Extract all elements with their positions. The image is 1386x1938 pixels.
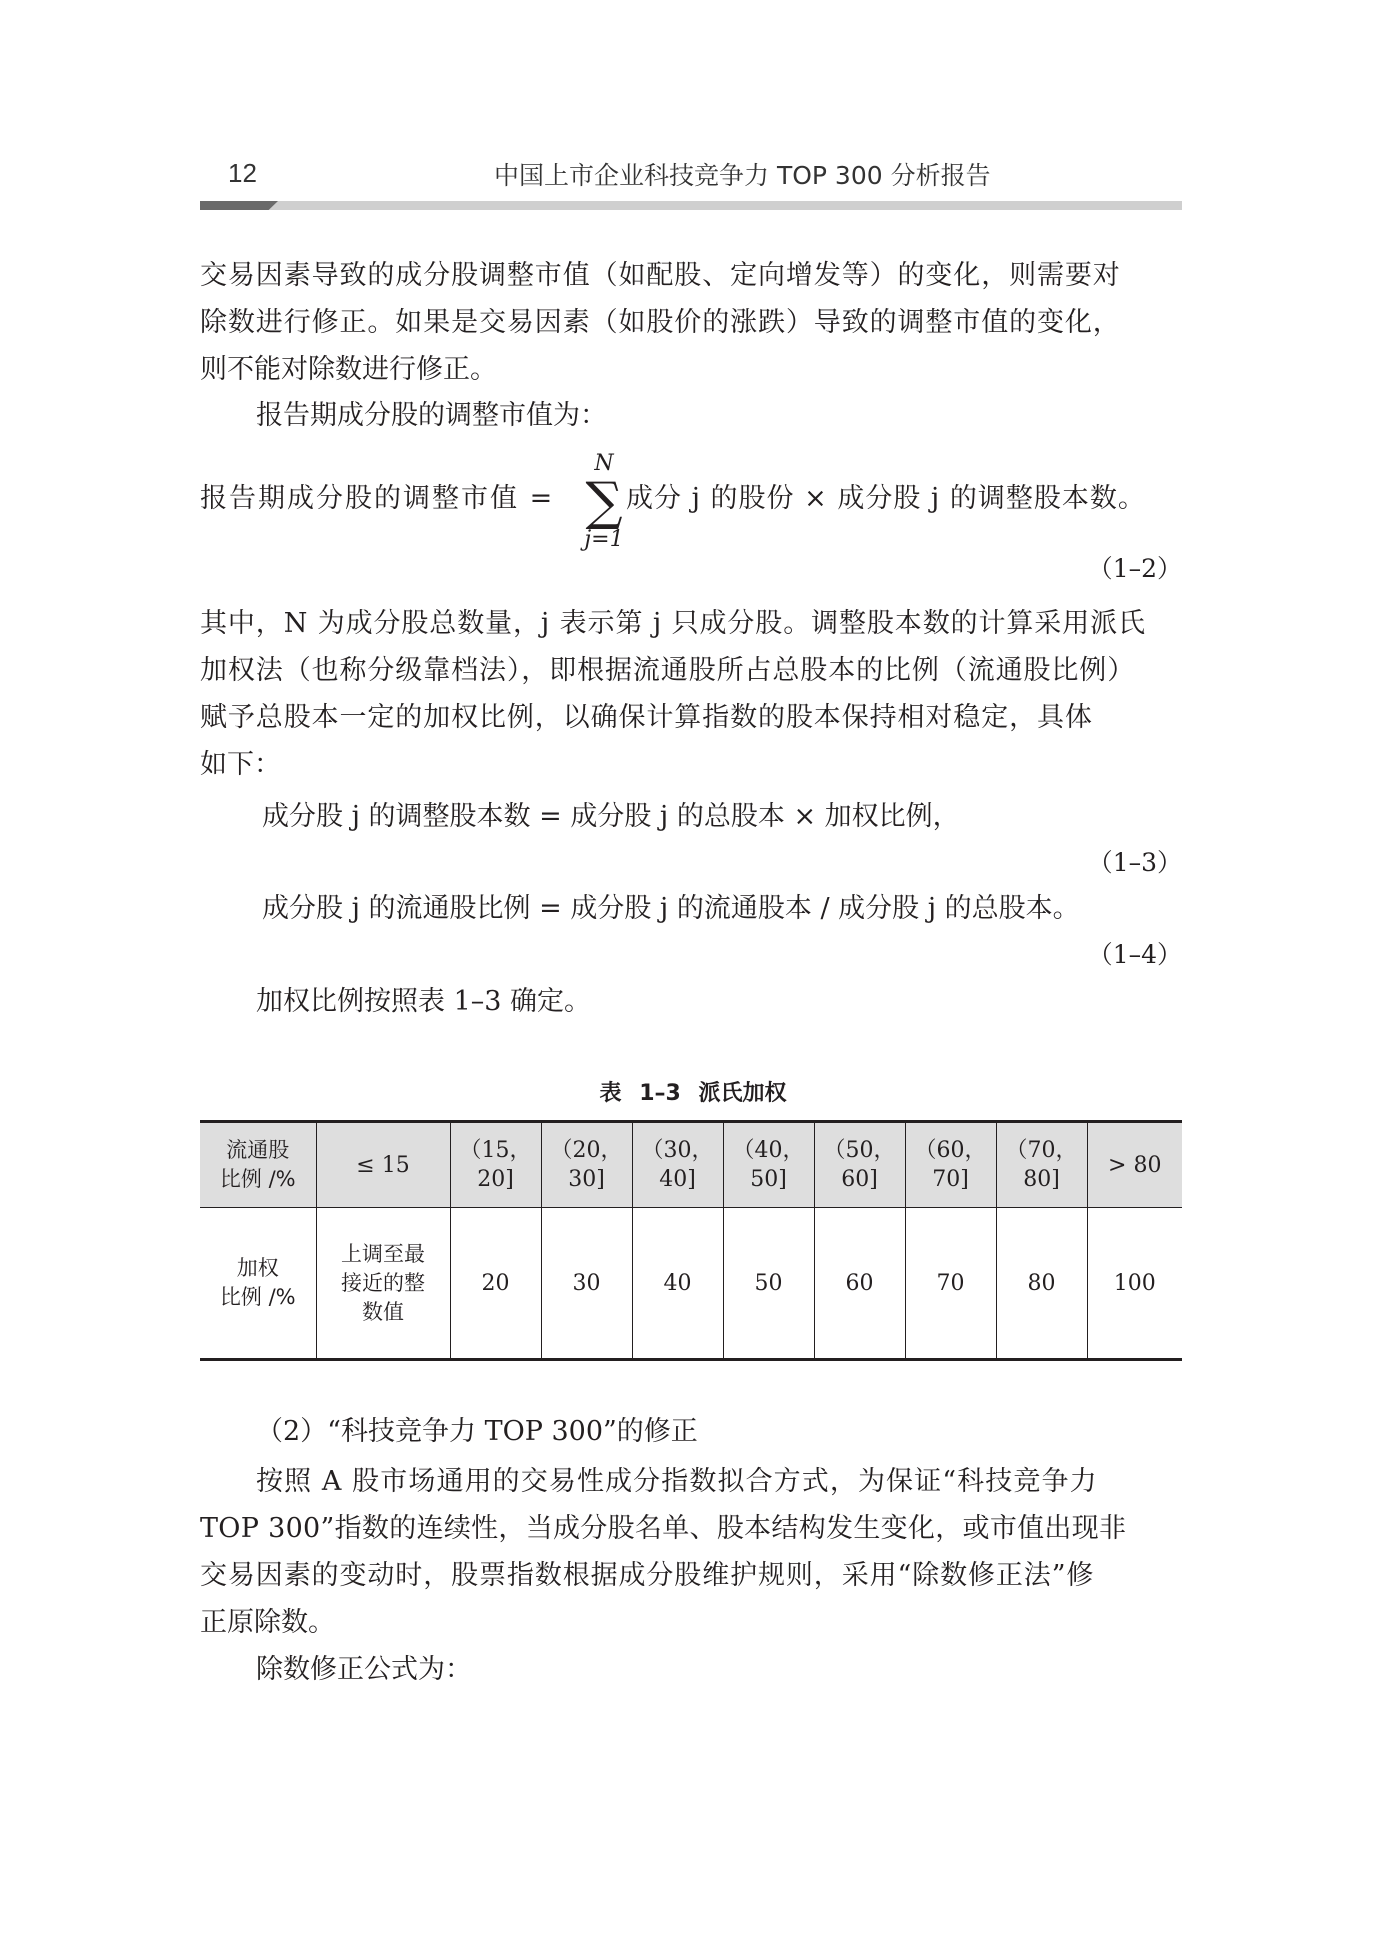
paragraph-line: 交易因素导致的成分股调整市值（如配股、定向增发等）的变化，则需要对 <box>200 260 1121 291</box>
paragraph-1 <box>200 252 1182 393</box>
header-cell: ≤ 15 <box>316 1122 450 1208</box>
table-cell: 50 <box>723 1208 814 1360</box>
table-caption: 表 1–3 派氏加权 <box>599 1081 787 1106</box>
equation-1-2 <box>200 452 1182 562</box>
equation-number-1-2: （1–2） <box>1087 554 1182 583</box>
paragraph-line: 加权比例按照表 1–3 确定。 <box>256 986 592 1017</box>
page-number: 12 <box>228 158 257 188</box>
paragraph-line: 则不能对除数进行修正。 <box>200 354 497 385</box>
equation-1-4: 成分股 j 的流通股比例 = 成分股 j 的流通股本 / 成分股 j 的总股本。 <box>262 893 1080 924</box>
paragraph-line: 其中，N 为成分股总数量，j 表示第 j 只成分股。调整股本数的计算采用派氏 <box>200 608 1146 639</box>
equation-number-1-4: （1–4） <box>1087 940 1182 969</box>
table-cell: 70 <box>905 1208 996 1360</box>
header-cell: （70， 80] <box>996 1122 1087 1208</box>
paragraph-line: 正原除数。 <box>200 1607 335 1638</box>
paragraph-line: 除数修正公式为： <box>256 1654 472 1685</box>
table-header-row <box>200 1122 1182 1208</box>
header-cell: 流通股 比例 /% <box>200 1122 316 1208</box>
summation-upper-limit: N <box>594 451 614 476</box>
table-cell: 100 <box>1087 1208 1182 1360</box>
header-rule-accent <box>200 201 278 210</box>
header-cell: （20， 30] <box>541 1122 632 1208</box>
paragraph-line: 按照 A 股市场通用的交易性成分指数拟合方式，为保证“科技竞争力 <box>256 1466 1098 1497</box>
equation-1-3: 成分股 j 的调整股本数 = 成分股 j 的总股本 × 加权比例， <box>262 801 960 832</box>
equation-rhs: 成分 j 的股份 × 成分股 j 的调整股本数。 <box>626 483 1146 514</box>
paragraph-line: 赋予总股本一定的加权比例，以确保计算指数的股本保持相对稳定，具体 <box>200 702 1093 733</box>
paragraph-3 <box>200 600 1182 788</box>
table-cell: 40 <box>632 1208 723 1360</box>
header-cell: （40， 50] <box>723 1122 814 1208</box>
paragraph-2 <box>256 392 1182 439</box>
weighting-table <box>200 1120 1182 1361</box>
header-cell: > 80 <box>1087 1122 1182 1208</box>
header-cell: （60， 70] <box>905 1122 996 1208</box>
section-heading <box>256 1408 1182 1455</box>
table-cell: 30 <box>541 1208 632 1360</box>
paragraph-line: 交易因素的变动时，股票指数根据成分股维护规则，采用“除数修正法”修 <box>200 1560 1095 1591</box>
table-cell: 20 <box>450 1208 541 1360</box>
running-title: 中国上市企业科技竞争力 TOP 300 分析报告 <box>494 161 991 190</box>
header-cell: （30， 40] <box>632 1122 723 1208</box>
paragraph-line: 报告期成分股的调整市值为： <box>256 400 607 431</box>
header-rule <box>200 201 1182 210</box>
summation <box>576 452 632 552</box>
paragraph-4 <box>256 978 1182 1025</box>
summation-lower-limit: j=1 <box>584 527 624 552</box>
paragraph-line: TOP 300”指数的连续性，当成分股名单、股本结构发生变化，或市值出现非 <box>200 1513 1127 1544</box>
table-cell: 上调至最 接近的整 数值 <box>316 1208 450 1360</box>
table-cell: 60 <box>814 1208 905 1360</box>
table-cell: 80 <box>996 1208 1087 1360</box>
paragraph-line: 加权法（也称分级靠档法），即根据流通股所占总股本的比例（流通股比例） <box>200 655 1136 686</box>
equation-lhs: 报告期成分股的调整市值 = <box>200 483 555 514</box>
summation-symbol: ∑ <box>585 472 623 532</box>
paragraph-line: 如下： <box>200 749 281 780</box>
header-cell: （50， 60] <box>814 1122 905 1208</box>
section-heading-text: （2）“科技竞争力 TOP 300”的修正 <box>256 1416 698 1447</box>
table-cell: 加权 比例 /% <box>200 1208 316 1360</box>
paragraph-line: 除数进行修正。如果是交易因素（如股价的涨跌）导致的调整市值的变化， <box>200 307 1121 338</box>
section-body <box>200 1458 1182 1693</box>
header-cell: （15， 20] <box>450 1122 541 1208</box>
table-row <box>200 1208 1182 1360</box>
equation-number-1-3: （1–3） <box>1087 848 1182 877</box>
